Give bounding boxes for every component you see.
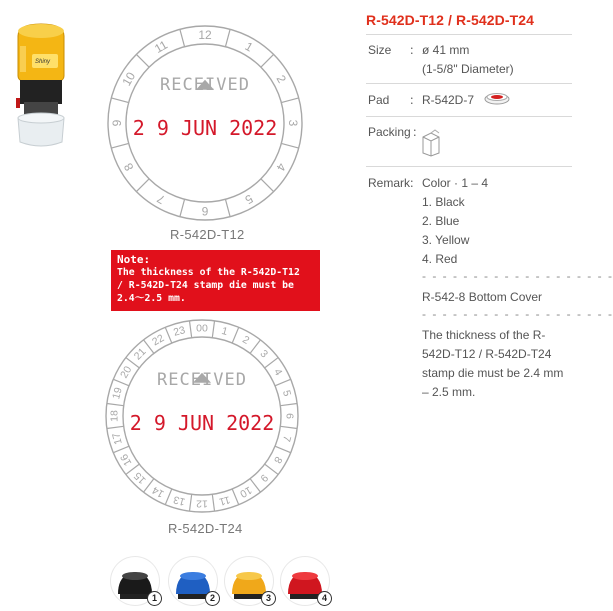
dial-ring-number: 11 bbox=[152, 37, 170, 56]
dial-divider bbox=[113, 446, 129, 453]
swatch-number: 3 bbox=[261, 591, 276, 606]
dial-ring-number: 18 bbox=[108, 410, 121, 422]
dial-ring-number: 11 bbox=[217, 493, 232, 508]
swatch-number: 1 bbox=[147, 591, 162, 606]
dial-divider bbox=[111, 143, 128, 148]
color-swatch-blue[interactable] bbox=[168, 556, 218, 606]
dial-divider bbox=[212, 321, 214, 338]
swatch-number: 4 bbox=[317, 591, 332, 606]
dial-divider bbox=[136, 54, 149, 67]
dial-ring-number: 2 bbox=[240, 333, 252, 347]
dial-ring-number: 10 bbox=[119, 69, 139, 89]
dial-ring-number: 00 bbox=[196, 322, 208, 335]
note-box bbox=[111, 250, 320, 311]
dial-divider bbox=[189, 321, 191, 338]
dial-divider bbox=[165, 327, 172, 343]
spec-remark-value bbox=[422, 174, 488, 269]
dial-ring-number: 21 bbox=[131, 345, 149, 363]
remark-color-item: 2. Blue bbox=[422, 214, 460, 228]
dial-divider bbox=[250, 340, 260, 353]
spec-packing-colon: ： bbox=[412, 125, 425, 139]
thickness-note-line: stamp die must be 2.4 mm bbox=[422, 366, 564, 380]
divider bbox=[366, 83, 572, 84]
dial-divider bbox=[232, 489, 239, 505]
dial-divider bbox=[225, 199, 230, 216]
spec-remark-label: Remark bbox=[368, 176, 411, 190]
spec-packing-label: Packing bbox=[368, 125, 411, 139]
spec-remark-colon: ： bbox=[409, 176, 422, 190]
dial-divider bbox=[180, 199, 185, 216]
dial-ring-number: 2 bbox=[273, 72, 289, 86]
dial-ring-number: 12 bbox=[198, 28, 212, 42]
dial-ring-number: 3 bbox=[286, 119, 300, 127]
dial-t24-caption: R-542D-T24 bbox=[168, 521, 243, 536]
remark-color-line: Color · 1 – 4 bbox=[422, 176, 489, 190]
dial-ring-number: 4 bbox=[273, 160, 289, 174]
remark-thickness-note bbox=[422, 326, 563, 402]
dial-ring-number: 1 bbox=[220, 324, 230, 339]
spec-pad-label: Pad bbox=[368, 93, 390, 107]
spec-size-mm: ø 41 mm bbox=[422, 43, 470, 57]
dial-divider bbox=[111, 98, 128, 103]
stamp-dial-t24 bbox=[104, 318, 300, 514]
dashed-separator: - - - - - - - - - - - - - - - - - - - bbox=[422, 307, 613, 321]
color-swatch-red[interactable] bbox=[280, 556, 330, 606]
spec-size-inch: (1-5/8" Diameter) bbox=[422, 62, 514, 76]
dial-divider bbox=[212, 494, 214, 511]
dial-t24-header: RECEIVED bbox=[157, 370, 247, 390]
dial-ring-number: 10 bbox=[237, 483, 254, 500]
dial-ring-number: 22 bbox=[150, 332, 167, 349]
dial-ring-number: 1 bbox=[242, 39, 256, 55]
note-line: 2.4～2.5 mm. bbox=[117, 293, 186, 304]
dial-ring-number: 5 bbox=[242, 191, 256, 207]
remark-color-item: 1. Black bbox=[422, 195, 465, 209]
note-line: The thickness of the R-542D-T12 bbox=[117, 267, 300, 278]
dial-ring-number: 5 bbox=[279, 388, 294, 398]
dial-ring-number: 19 bbox=[110, 386, 125, 401]
thickness-note-line: 542D-T12 / R-542D-T24 bbox=[422, 347, 552, 361]
dial-ring-number: 17 bbox=[110, 431, 125, 446]
dial-divider bbox=[107, 403, 124, 405]
stamp-dial-t12 bbox=[106, 24, 304, 222]
dial-ring-number: 20 bbox=[118, 364, 135, 381]
remark-color-item: 4. Red bbox=[422, 252, 458, 266]
remark-bottom-cover: R-542-8 Bottom Cover bbox=[422, 290, 543, 304]
dial-divider bbox=[280, 403, 297, 405]
dial-t24-date: 2 9 JUN 2022 bbox=[129, 411, 275, 435]
thickness-note-line: – 2.5 mm. bbox=[422, 385, 476, 399]
product-photo bbox=[6, 14, 76, 154]
dial-divider bbox=[281, 143, 298, 148]
svg-text:Shiny: Shiny bbox=[35, 59, 51, 65]
dial-ring-number: 8 bbox=[121, 160, 137, 174]
dial-ring-number: 13 bbox=[172, 493, 187, 508]
spec-size-colon: ： bbox=[409, 43, 422, 57]
color-swatch-black[interactable] bbox=[110, 556, 160, 606]
packing-box-icon bbox=[421, 129, 441, 157]
dial-divider bbox=[232, 327, 239, 343]
spec-pad-colon: ： bbox=[409, 93, 422, 107]
dial-divider bbox=[265, 358, 278, 368]
dial-divider bbox=[275, 446, 291, 453]
dial-divider bbox=[189, 494, 191, 511]
dial-ring-number: 8 bbox=[271, 454, 285, 466]
dial-ring-number: 7 bbox=[279, 434, 294, 444]
dial-divider bbox=[281, 98, 298, 103]
divider bbox=[366, 166, 572, 167]
dial-divider bbox=[261, 54, 274, 67]
dial-divider bbox=[180, 29, 185, 46]
dial-divider bbox=[265, 464, 278, 474]
dial-ring-number: 6 bbox=[283, 413, 296, 419]
dial-t12-date: 2 9 JUN 2022 bbox=[132, 116, 278, 140]
dial-ring-number: 3 bbox=[257, 347, 271, 361]
product-title: R-542D-T12 / R-542D-T24 bbox=[366, 12, 535, 28]
dial-ring-number: 7 bbox=[154, 191, 168, 207]
swatch-number: 2 bbox=[205, 591, 220, 606]
dial-divider bbox=[261, 179, 274, 192]
dial-ring-number: 12 bbox=[196, 497, 208, 510]
dial-ring-number: 16 bbox=[118, 451, 135, 468]
dashed-separator: - - - - - - - - - - - - - - - - - - - bbox=[422, 269, 613, 283]
dial-ring-number: 9 bbox=[257, 471, 271, 485]
spec-pad-value: R-542D-7 bbox=[422, 93, 475, 107]
dial-t12-caption: R-542D-T12 bbox=[170, 227, 245, 242]
dial-divider bbox=[136, 179, 149, 192]
dial-t12-header: RECEIVED bbox=[160, 75, 250, 95]
dial-ring-number: 23 bbox=[172, 324, 187, 339]
ink-pad-icon bbox=[484, 91, 510, 105]
dial-divider bbox=[225, 29, 230, 46]
color-swatch-yellow[interactable] bbox=[224, 556, 274, 606]
thickness-note-line: The thickness of the R- bbox=[422, 328, 546, 342]
note-line: / R-542D-T24 stamp die must be bbox=[117, 280, 294, 291]
divider bbox=[366, 116, 572, 117]
note-title: Note: bbox=[117, 253, 151, 266]
spec-size-label: Size bbox=[368, 43, 392, 57]
dial-ring-number: 6 bbox=[201, 204, 209, 218]
dial-ring-number: 9 bbox=[110, 119, 124, 127]
dial-ring-number: 14 bbox=[150, 483, 167, 500]
dial-ring-number: 4 bbox=[271, 366, 285, 378]
remark-color-item: 3. Yellow bbox=[422, 233, 470, 247]
dial-ring-number: 15 bbox=[131, 469, 149, 487]
spec-size-value bbox=[422, 41, 514, 79]
divider bbox=[366, 34, 572, 35]
